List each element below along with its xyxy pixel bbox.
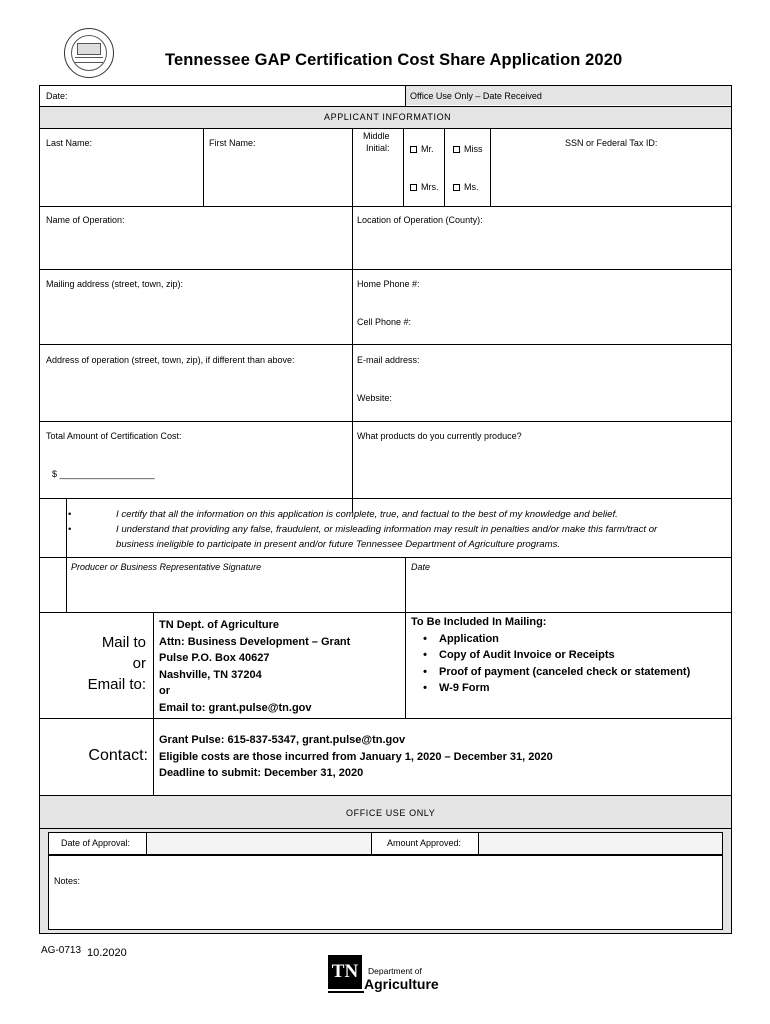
signature-label: Producer or Business Representative Signature xyxy=(71,562,262,572)
website-label: Website: xyxy=(357,393,392,403)
checkbox-mr[interactable]: Mr. xyxy=(410,144,434,155)
certification-statement-2: • I understand that providing any false, fraudulent, or misleading information may result in penalties and/or make this farm/tract or xyxy=(68,524,658,535)
mailing-address-label: Mailing address (street, town, zip): xyxy=(46,279,184,289)
office-use-date-label: Office Use Only – Date Received xyxy=(410,91,542,101)
mail-email-link[interactable]: Email to: grant.pulse@tn.gov xyxy=(159,701,312,714)
checkbox-miss[interactable]: Miss xyxy=(453,144,483,155)
notes-label: Notes: xyxy=(54,876,81,886)
date-label: Date: xyxy=(46,91,68,101)
mail-to-label: Mail to or Email to: xyxy=(87,634,146,693)
signature-date-label: Date xyxy=(411,562,431,572)
amount-approved-label: Amount Approved: xyxy=(387,838,462,848)
name-of-operation-label: Name of Operation: xyxy=(46,215,125,225)
initial-label: Initial: xyxy=(366,143,390,153)
form-code: AG-0713 xyxy=(41,945,82,956)
cost-input-blank[interactable]: $ ___________________ xyxy=(52,469,155,479)
applicant-info-heading: APPLICANT INFORMATION xyxy=(324,112,452,122)
amount-approved-field[interactable] xyxy=(479,833,722,854)
form-revision: 10.2020 xyxy=(87,947,127,959)
tn-logo: TN xyxy=(328,955,362,989)
state-seal-logo xyxy=(64,28,114,78)
total-cost-label: Total Amount of Certification Cost: xyxy=(46,431,182,441)
cell-phone-label: Cell Phone #: xyxy=(357,317,412,327)
contact-details: Grant Pulse: 615-837-5347, grant.pulse@tn.gov Eligible costs are those incurred from January 1, 2020 – December 31, 2020 Deadline to submit: December 31, 2020 xyxy=(159,734,553,779)
products-label: What products do you currently produce? xyxy=(357,431,522,441)
agriculture-label: Agriculture xyxy=(364,976,439,992)
approval-date-label: Date of Approval: xyxy=(61,838,131,848)
mailing-address-block: TN Dept. of Agriculture Attn: Business Development – Grant Pulse P.O. Box 40627 Nashville, TN 37204 or Email to: grant.pulse@tn.gov xyxy=(159,617,350,716)
last-name-label: Last Name: xyxy=(46,138,93,148)
location-label: Location of Operation (County): xyxy=(357,215,483,225)
operation-address-label: Address of operation (street, town, zip), if different than above: xyxy=(46,355,295,365)
email-label: E-mail address: xyxy=(357,355,420,365)
notes-field[interactable] xyxy=(48,855,723,930)
include-in-mailing-list: To Be Included In Mailing: • Application • Copy of Audit Invoice or Receipts • Proof of payment (canceled check or statement) • W-9 Form xyxy=(411,616,691,694)
approval-date-field[interactable] xyxy=(147,833,371,854)
checkbox-ms[interactable]: Ms. xyxy=(453,182,479,193)
page-title: Tennessee GAP Certification Cost Share Application 2020 xyxy=(165,51,623,69)
home-phone-label: Home Phone #: xyxy=(357,279,420,289)
middle-label: Middle xyxy=(363,131,390,141)
certification-statement-2-cont: business ineligible to participate in present and/or future Tennessee Department of Agriculture programs. xyxy=(116,539,561,550)
checkbox-mrs[interactable]: Mrs. xyxy=(410,182,439,193)
contact-label: Contact: xyxy=(88,747,148,764)
tn-logo-rule xyxy=(328,991,364,993)
first-name-label: First Name: xyxy=(209,138,256,148)
certification-statement-1: • I certify that all the information on this application is complete, true, and factual to the best of my knowledge and belief. xyxy=(68,509,618,520)
office-use-heading: OFFICE USE ONLY xyxy=(346,808,436,818)
dept-of-label: Department of xyxy=(368,966,422,976)
ssn-label: SSN or Federal Tax ID: xyxy=(565,138,658,148)
